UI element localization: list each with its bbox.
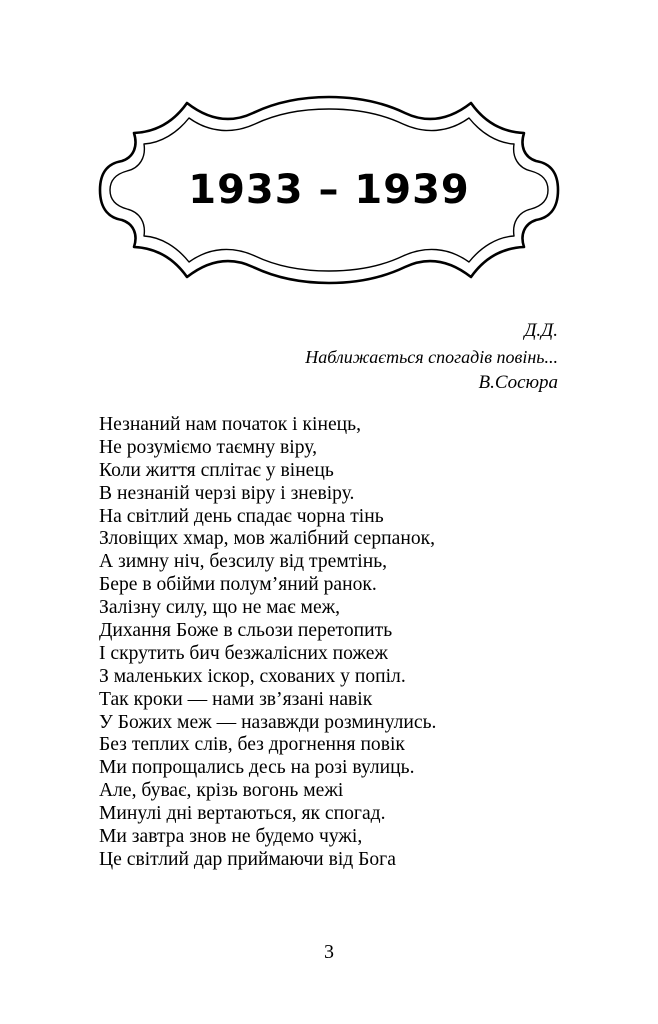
poem-line: В незнаній черзі віру і зневіру. [99,482,355,504]
poem-line: Зловіщих хмар, мов жалібний серпанок, [99,528,436,550]
poem-line: А зимну ніч, безсилу від тремтінь, [99,551,388,573]
poem-line: Залізну силу, що не має меж, [99,597,341,619]
epigraph-quote: Наближається спогадів повінь... [305,347,558,367]
poem-line: Не розуміємо таємну віру, [99,436,318,458]
page-number: 3 [324,941,334,963]
poem-line: Коли життя сплітає у вінець [99,459,334,481]
poem-line: Бере в обійми полум’яний ранок. [99,574,377,596]
poem [99,414,436,872]
poem-line: Так кроки — нами зв’язані навік [99,688,373,710]
poem-line: Без теплих слів, без дрогнення повік [99,734,405,756]
poem-line: Ми завтра знов не будемо чужі, [99,826,363,848]
poem-line: Це світлий дар приймаючи від Бога [99,848,396,870]
poem-line: Незнаний нам початок і кінець, [99,414,361,435]
poem-line: Минулі дні вертаються, як спогад. [99,803,386,825]
chapter-title: 1933 – 1939 [188,167,470,213]
poem-line: Ми попрощались десь на розі вулиць. [99,757,415,779]
poem-line: Дихання Боже в сльози перетопить [99,620,393,642]
epigraph-author: В.Сосюра [478,372,558,393]
dedication: Д.Д. [524,320,558,341]
poem-line: Але, буває, крізь вогонь межі [99,780,344,802]
poem-line: І скрутить бич безжалісних пожеж [99,642,388,664]
poem-line: На світлий день спадає чорна тінь [99,505,384,527]
poem-line: З маленьких іскор, схованих у попіл. [99,665,406,687]
poem-line: У Божих меж — назавжди розминулись. [99,711,437,733]
